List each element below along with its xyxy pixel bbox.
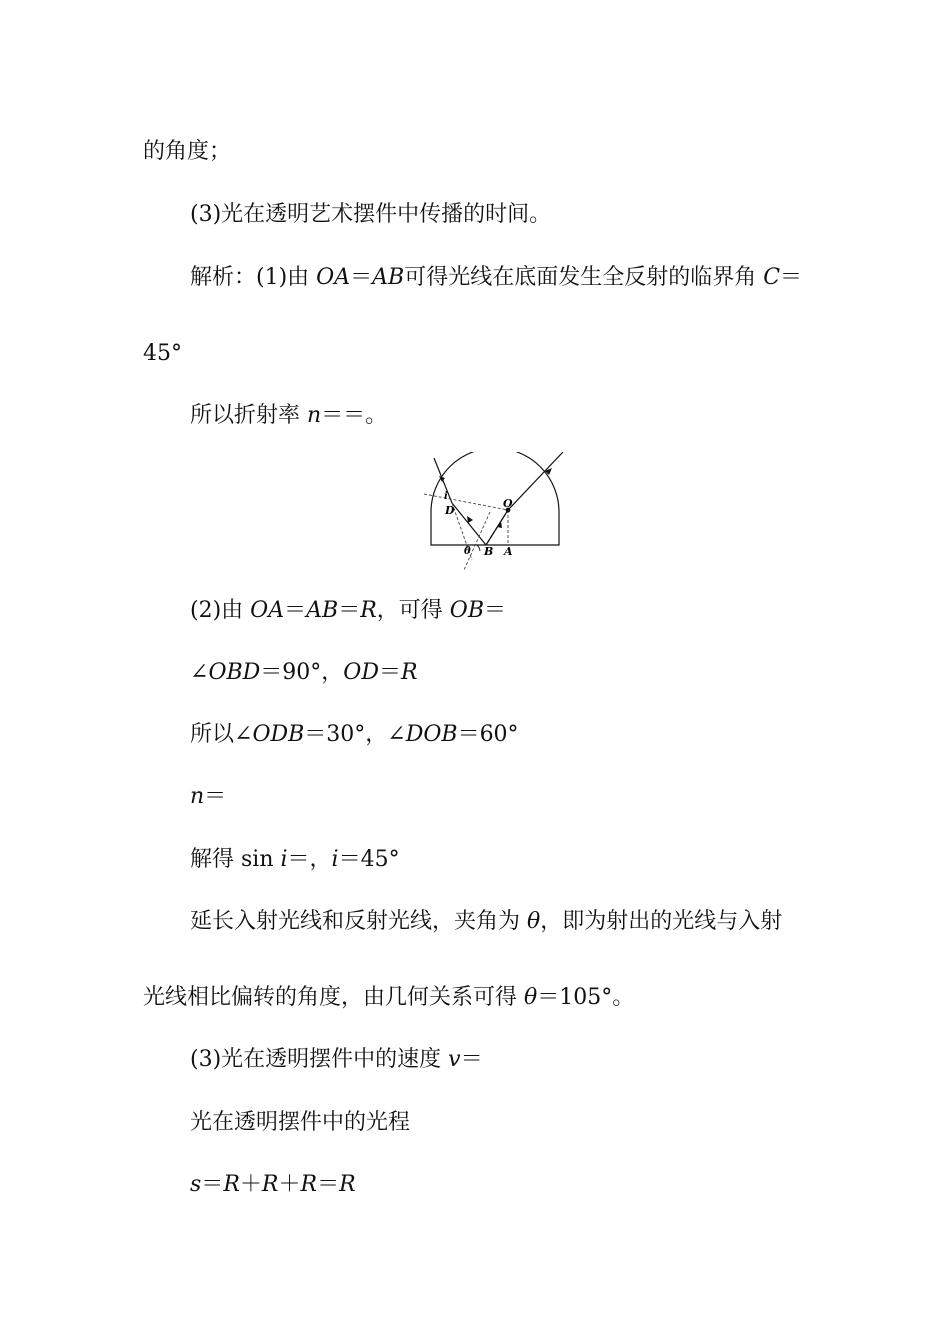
text-line-14: 光在透明摆件中的光程 bbox=[190, 1110, 411, 1135]
text-line-7: ∠OBD＝90°，OD＝R bbox=[190, 660, 418, 685]
label-b: B bbox=[484, 545, 494, 558]
text-line-8: 所以∠ODB＝30°，∠DOB＝60° bbox=[190, 722, 519, 747]
text-line-11: 延长入射光线和反射光线，夹角为 θ，即为射出的光线与入射 bbox=[190, 909, 783, 934]
arrow-inside bbox=[497, 521, 502, 528]
text-line-5: 所以折射率 n＝＝。 bbox=[190, 403, 388, 428]
text-line-10: 解得 sin i＝，i＝45° bbox=[190, 847, 400, 872]
theta-arc bbox=[477, 545, 480, 551]
label-theta: θ bbox=[464, 546, 471, 557]
text-line-1: 的角度； bbox=[143, 139, 232, 164]
label-a: A bbox=[504, 545, 513, 558]
label-o: O bbox=[503, 497, 513, 510]
line-ob bbox=[486, 510, 508, 545]
text-line-6: (2)由 OA＝AB＝R，可得 OB＝ bbox=[190, 598, 506, 623]
reflected-ray-b-to-d bbox=[452, 503, 486, 545]
text-line-4: 45° bbox=[143, 341, 182, 366]
text-line-15: s＝R＋R＋R＝R bbox=[190, 1172, 356, 1197]
arrow-reflected bbox=[467, 516, 473, 523]
text-line-9: n＝ bbox=[190, 784, 227, 809]
optics-diagram bbox=[420, 452, 570, 574]
normal-at-d bbox=[424, 494, 508, 510]
label-i: i bbox=[444, 491, 448, 502]
text-line-12: 光线相比偏转的角度，由几何关系可得 θ＝105°。 bbox=[143, 985, 635, 1010]
text-line-3: 解析：(1)由 OA＝AB可得光线在底面发生全反射的临界角 C＝ bbox=[190, 265, 803, 290]
text-line-13: (3)光在透明摆件中的速度 v＝ bbox=[190, 1047, 483, 1072]
label-d: D bbox=[445, 504, 455, 517]
text-line-2: (3)光在透明艺术摆件中传播的时间。 bbox=[190, 202, 552, 227]
incident-ray bbox=[508, 452, 563, 510]
